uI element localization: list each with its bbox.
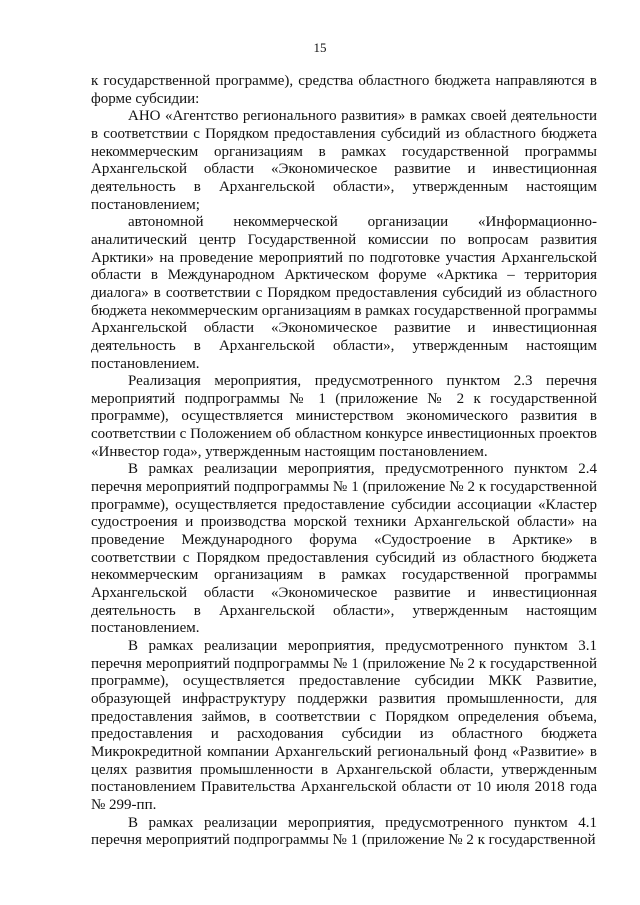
document-body [91,73,597,850]
paragraph-arctic-center: автономной некоммерческой организации «Информационно-аналитический центр Государственной комиссии по вопросам развития Арктики» на проведение мероприятий по подготовке участия Архангельской области в Международном Арктическом форуме «Арктика – территория диалога» в соответствии с Порядком предоставления субсидий из областного бюджета некоммерческим организациям в рамках государственной программы Архангельской области «Экономическое развитие и инвестиционная деятельность в Архангельской области», утвержденным настоящим постановлением. [91,214,597,372]
paragraph-ano-agency: АНО «Агентство регионального развития» в рамках своей деятельности в соответствии с Порядком предоставления субсидий из областного бюджета некоммерческим организациям в рамках государственной программы Архангельской области «Экономическое развитие и инвестиционная деятельность в Архангельской области», утвержденным настоящим постановлением; [91,108,597,213]
paragraph-item-2-4: В рамках реализации мероприятия, предусмотренного пунктом 2.4 перечня мероприятий подпрограммы № 1 (приложение № 2 к государственной программе), осуществляется предоставление субсидии ассоциации «Кластер судостроения и производства морской техники Архангельской области» на проведение Международного форума «Судостроение в Арктике» в соответствии с Порядком предоставления субсидий из областного бюджета некоммерческим организациям в рамках государственной программы Архангельской области «Экономическое развитие и инвестиционная деятельность в Архангельской области», утвержденным настоящим постановлением. [91,461,597,637]
page-number: 15 [313,40,327,55]
paragraph-continuation: к государственной программе), средства областного бюджета направляются в форме субсидии: [91,73,597,107]
paragraph-item-3-1: В рамках реализации мероприятия, предусмотренного пунктом 3.1 перечня мероприятий подпрограммы № 1 (приложение № 2 к государственной программе), осуществляется предоставление субсидии МКК Развитие, образующей инфраструктуру поддержки развития промышленности, для предоставления займов, в соответствии с Порядком определения объема, предоставления и расходования субсидии из областного бюджета Микрокредитной компании Архангельский региональный фонд «Развитие» в целях развития промышленности в Архангельской области, утвержденным постановлением Правительства Архангельской области от 10 июля 2018 года № 299-пп. [91,638,597,813]
paragraph-item-4-1: В рамках реализации мероприятия, предусмотренного пунктом 4.1 перечня мероприятий подпрограммы № 1 (приложение № 2 к государственной [91,814,597,849]
paragraph-item-2-3: Реализация мероприятия, предусмотренного пунктом 2.3 перечня мероприятий подпрограммы № 1 (приложение № 2 к государственной программе), осуществляется министерством экономического развития в соответствии с Положением об областном конкурсе инвестиционных проектов «Инвестор года», утвержденным настоящим постановлением. [91,373,597,460]
